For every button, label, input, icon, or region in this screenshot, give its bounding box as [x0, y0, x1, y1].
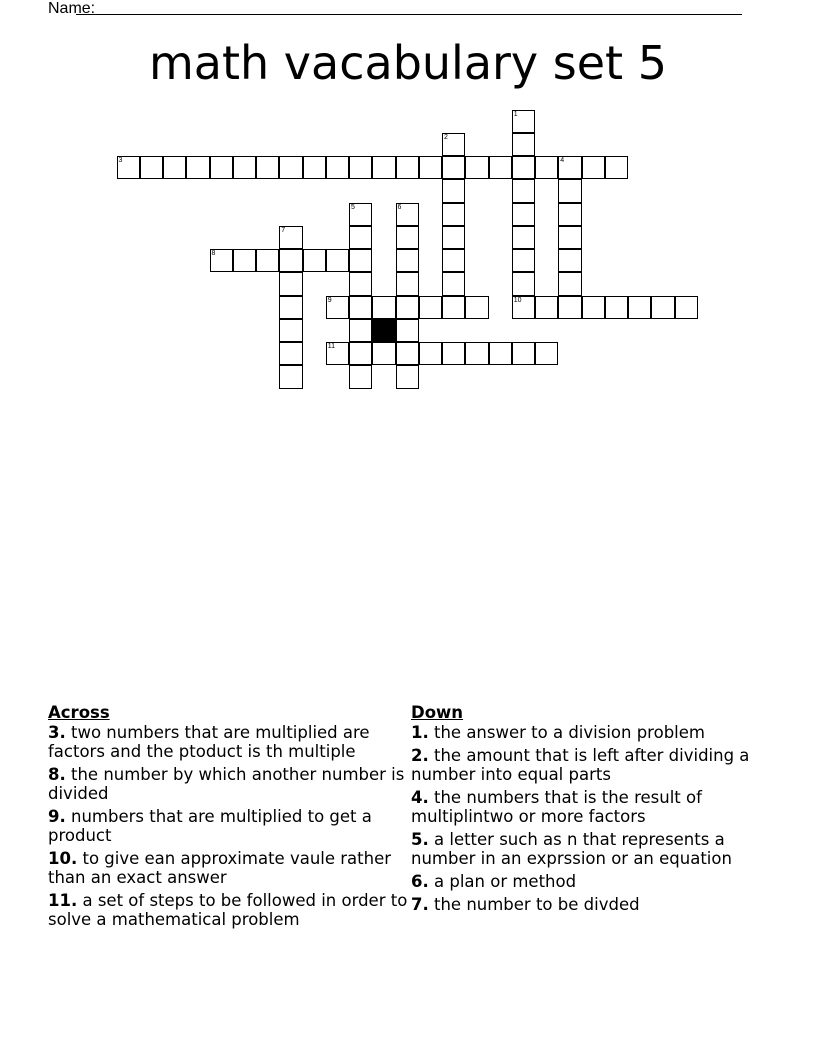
clue-number: 2. [411, 746, 429, 765]
clue-number: 8. [48, 765, 66, 784]
grid-cell[interactable] [512, 110, 535, 133]
grid-cell[interactable] [442, 342, 465, 365]
grid-cell[interactable] [233, 156, 256, 179]
clue-number-label: 9 [327, 296, 332, 304]
grid-cell[interactable] [233, 249, 256, 272]
clue-text: two numbers that are multiplied are factors and the ptoduct is th multiple [48, 723, 370, 761]
grid-cell[interactable] [396, 365, 419, 388]
grid-cell[interactable] [605, 156, 628, 179]
grid-cell[interactable] [256, 156, 279, 179]
clue-text: the number to be divded [434, 895, 640, 914]
grid-cell[interactable] [349, 249, 372, 272]
clue-number-label: 5 [351, 203, 355, 211]
grid-cell[interactable] [186, 156, 209, 179]
grid-cell[interactable] [396, 156, 419, 179]
clue-down-2 [411, 746, 751, 784]
grid-cell[interactable] [419, 156, 442, 179]
grid-cell[interactable] [279, 319, 302, 342]
clue-across-11 [48, 891, 408, 929]
grid-cell[interactable] [442, 296, 465, 319]
clue-number: 6. [411, 872, 429, 891]
name-label: Name: [48, 0, 96, 17]
grid-cell[interactable] [279, 342, 302, 365]
clue-number: 11. [48, 891, 78, 910]
grid-cell[interactable] [279, 296, 302, 319]
grid-cell[interactable] [349, 272, 372, 295]
grid-cell[interactable] [279, 249, 302, 272]
grid-cell[interactable] [140, 156, 163, 179]
name-input-line[interactable] [76, 14, 742, 15]
grid-cell[interactable] [442, 272, 465, 295]
grid-cell[interactable] [326, 249, 349, 272]
down-heading: Down [411, 703, 464, 722]
grid-cell[interactable] [326, 156, 349, 179]
clue-across-10 [48, 849, 408, 887]
grid-cell[interactable] [512, 203, 535, 226]
grid-cell[interactable] [442, 226, 465, 249]
grid-cell[interactable] [582, 156, 605, 179]
grid-cell[interactable] [279, 156, 302, 179]
clue-text: the number by which another number is divided [48, 765, 405, 803]
grid-cell[interactable] [512, 179, 535, 202]
grid-cell[interactable] [512, 342, 535, 365]
grid-cell[interactable] [651, 296, 674, 319]
clue-number: 9. [48, 807, 66, 826]
grid-cell[interactable] [163, 156, 186, 179]
grid-cell[interactable] [442, 133, 465, 156]
grid-cell[interactable] [326, 296, 349, 319]
grid-cell[interactable] [349, 342, 372, 365]
grid-cell[interactable] [349, 203, 372, 226]
grid-cell[interactable] [349, 319, 372, 342]
across-heading: Across [48, 703, 110, 722]
grid-cell[interactable] [442, 179, 465, 202]
clue-text: the answer to a division problem [434, 723, 705, 742]
grid-cell[interactable] [512, 156, 535, 179]
grid-cell[interactable] [558, 272, 581, 295]
grid-cell[interactable] [442, 156, 465, 179]
grid-cell[interactable] [396, 249, 419, 272]
clue-number-label: 6 [397, 203, 402, 211]
down-clues [411, 703, 751, 918]
grid-cell[interactable] [442, 249, 465, 272]
grid-cell[interactable] [535, 296, 558, 319]
grid-cell[interactable] [349, 156, 372, 179]
grid-cell[interactable] [465, 342, 488, 365]
grid-cell[interactable] [489, 342, 512, 365]
grid-cell[interactable] [512, 296, 535, 319]
grid-cell[interactable] [279, 226, 302, 249]
clue-across-9 [48, 807, 408, 845]
clue-text: the numbers that is the result of multiplintwo or more factors [411, 788, 702, 826]
clue-number-label: 1 [513, 110, 518, 118]
clue-text: numbers that are multiplied to get a product [48, 807, 372, 845]
clue-text: the amount that is left after dividing a number into equal parts [411, 746, 750, 784]
grid-cell[interactable] [303, 156, 326, 179]
grid-cell[interactable] [512, 226, 535, 249]
clue-number-label: 11 [327, 343, 336, 350]
grid-cell[interactable] [372, 156, 395, 179]
grid-cell[interactable] [372, 342, 395, 365]
clue-text: a set of steps to be followed in order to solve a mathematical problem [48, 891, 408, 929]
grid-cell[interactable] [372, 296, 395, 319]
grid-cell[interactable] [303, 249, 326, 272]
clue-down-5 [411, 830, 751, 868]
clue-down-1 [411, 723, 751, 742]
grid-cell[interactable] [117, 156, 140, 179]
page-title: math vacabulary set 5 [149, 36, 667, 90]
clue-number-label: 7 [281, 226, 286, 234]
grid-cell[interactable] [675, 296, 698, 319]
clue-number: 1. [411, 723, 429, 742]
grid-cell[interactable] [512, 249, 535, 272]
across-clues [48, 703, 408, 933]
clue-down-6 [411, 872, 751, 891]
grid-cell[interactable] [419, 342, 442, 365]
grid-cell[interactable] [419, 296, 442, 319]
clue-number: 3. [48, 723, 66, 742]
grid-cell[interactable] [558, 226, 581, 249]
grid-cell[interactable] [256, 249, 279, 272]
grid-cell[interactable] [582, 296, 605, 319]
black-cell [372, 319, 395, 342]
clue-down-4 [411, 788, 751, 826]
clue-text: a plan or method [434, 872, 577, 891]
clue-number: 5. [411, 830, 429, 849]
grid-cell[interactable] [535, 156, 558, 179]
grid-cell[interactable] [279, 272, 302, 295]
clue-across-3 [48, 723, 408, 761]
grid-cell[interactable] [349, 226, 372, 249]
clue-number-label: 4 [560, 157, 565, 164]
grid-cell[interactable] [465, 296, 488, 319]
clue-down-7 [411, 895, 751, 914]
grid-cell[interactable] [558, 156, 581, 179]
clue-number: 7. [411, 895, 429, 914]
grid-cell[interactable] [210, 249, 233, 272]
grid-cell[interactable] [326, 342, 349, 365]
clue-text: a letter such as n that represents a number in an exprssion or an equation [411, 830, 732, 868]
grid-cell[interactable] [396, 296, 419, 319]
grid-cell[interactable] [628, 296, 651, 319]
clue-number-label: 8 [211, 250, 216, 257]
grid-cell[interactable] [605, 296, 628, 319]
grid-cell[interactable] [489, 156, 512, 179]
grid-cell[interactable] [396, 272, 419, 295]
clue-text: to give ean approximate vaule rather than an exact answer [48, 849, 392, 887]
grid-cell[interactable] [558, 179, 581, 202]
grid-cell[interactable] [512, 133, 535, 156]
grid-cell[interactable] [396, 319, 419, 342]
grid-cell[interactable] [396, 342, 419, 365]
clue-number: 10. [48, 849, 78, 868]
clue-number: 4. [411, 788, 429, 807]
clue-number-label: 2 [444, 133, 448, 141]
grid-cell[interactable] [210, 156, 233, 179]
clue-number-label: 3 [118, 157, 123, 164]
grid-cell[interactable] [349, 296, 372, 319]
grid-cell[interactable] [512, 272, 535, 295]
clue-number-label: 10 [513, 296, 522, 304]
grid-cell[interactable] [442, 203, 465, 226]
grid-cell[interactable] [279, 365, 302, 388]
grid-cell[interactable] [558, 249, 581, 272]
grid-cell[interactable] [558, 296, 581, 319]
grid-cell[interactable] [465, 156, 488, 179]
clue-across-8 [48, 765, 408, 803]
grid-cell[interactable] [396, 203, 419, 226]
grid-cell[interactable] [558, 203, 581, 226]
grid-cell[interactable] [349, 365, 372, 388]
grid-cell[interactable] [535, 342, 558, 365]
grid-cell[interactable] [396, 226, 419, 249]
